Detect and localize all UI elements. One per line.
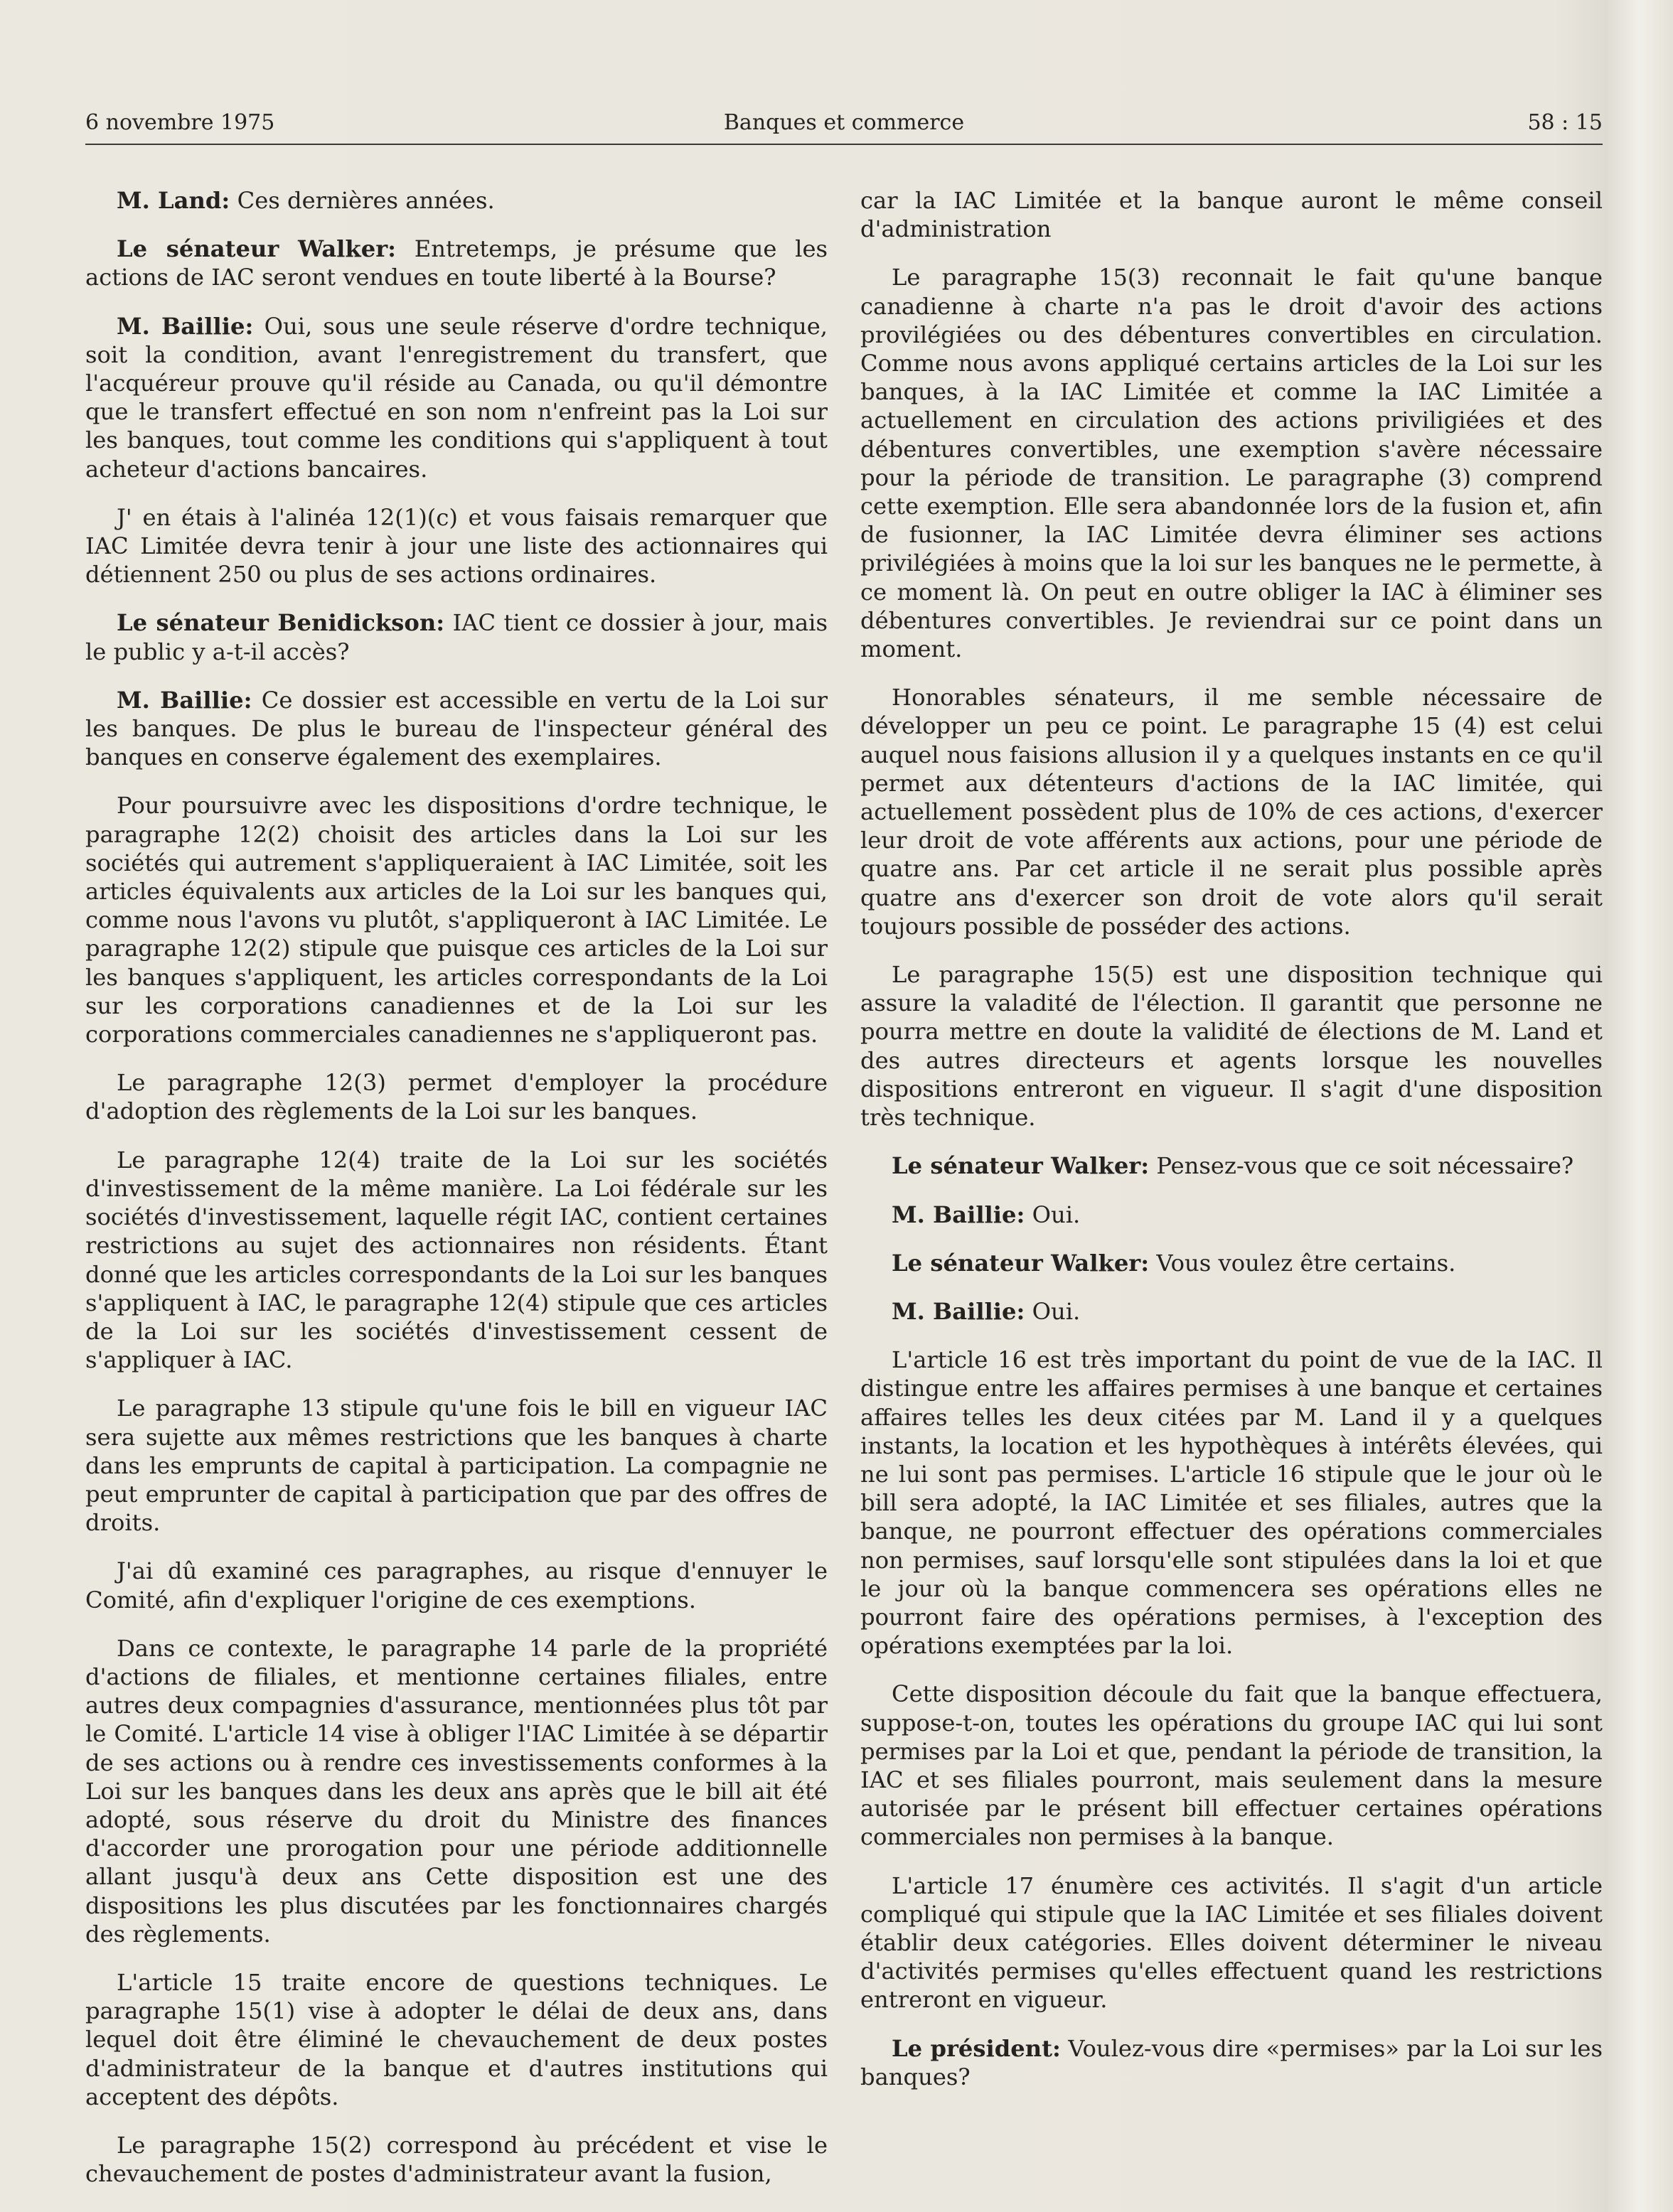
paragraph bbox=[860, 1249, 1603, 1277]
speaker-name: M. Baillie: bbox=[117, 686, 252, 714]
paragraph-text: Le paragraphe 13 stipule qu'une fois le bill en vigueur IAC sera sujette aux mêmes restrictions que les banques à charte dans les emprunts de capital à participation. La compagnie ne peut emprunter de capital à participation que par des offres de droits. bbox=[85, 1395, 828, 1537]
paragraph-text: Entretemps, je présume que les actions de IAC seront vendues en toute liberté à la Bourse? bbox=[85, 235, 828, 291]
paragraph bbox=[85, 1146, 828, 1375]
speaker-name: M. Land: bbox=[117, 187, 230, 214]
paragraph bbox=[85, 686, 828, 772]
paragraph-text: Le paragraphe 15(5) est une disposition technique qui assure la valadité de l'élection. Il garantit que personne ne pourra mettre en doute la validité de élections de M. Land et des autres directeurs et agents lorsque les nouvelles dispositions entreront en vigueur. Il s'agit d'une disposition très technique. bbox=[860, 961, 1603, 1132]
paragraph bbox=[860, 1346, 1603, 1660]
paragraph-text: Pour poursuivre avec les dispositions d'ordre technique, le paragraphe 12(2) choisit des articles dans la Loi sur les sociétés qui autrement s'appliqueraient à IAC Limitée, soit les articles équivalents aux articles de la Loi sur les banques qui, comme nous l'avons vu plutôt, s'appliqueront à IAC Limitée. Le paragraphe 12(2) stipule que puisque ces articles de la Loi sur les banques s'appliquent, les articles correspondants de la Loi sur les corporations canadiennes et de la Loi sur les corporations commerciales canadiennes ne s'appliqueront pas. bbox=[85, 792, 828, 1048]
paragraph-text: J' en étais à l'alinéa 12(1)(c) et vous faisais remarquer que IAC Limitée devra tenir à jour une liste des actionnaires qui détiennent 250 ou plus de ses actions ordinaires. bbox=[85, 503, 828, 589]
paragraph-text: Le paragraphe 12(4) traite de la Loi sur les sociétés d'investissement de la même manière. La Loi fédérale sur les sociétés d'investissement, laquelle régit IAC, contient certaines restrictions au sujet des actionnaires non résidents. Étant donné que les articles correspondants de la Loi sur les banques s'appliquent à IAC, le paragraphe 12(4) stipule que ces articles de la Loi sur les sociétés d'investissement cessent de s'appliquer à IAC. bbox=[85, 1146, 828, 1374]
paragraph bbox=[85, 608, 828, 665]
paragraph bbox=[860, 263, 1603, 663]
paragraph-text: IAC tient ce dossier à jour, mais le public y a-t-il accès? bbox=[85, 609, 828, 665]
paragraph bbox=[860, 1201, 1603, 1229]
paragraph-text: Cette disposition découle du fait que la banque effectuera, suppose-t-on, toutes les opérations du groupe IAC qui lui sont permises par la Loi et que, pendant la période de transition, la IAC et ses filiales pourront, mais seulement dans la mesure autorisée par le présent bill effectuer certaines opérations commerciales non permises à la banque. bbox=[860, 1680, 1603, 1851]
paragraph bbox=[860, 1680, 1603, 1851]
speaker-name: M. Baillie: bbox=[117, 312, 254, 340]
paragraph-text: Vous voulez être certains. bbox=[1156, 1249, 1456, 1277]
header-page-number: 58 : 15 bbox=[1527, 110, 1603, 135]
paragraph-text: L'article 15 traite encore de questions techniques. Le paragraphe 15(1) vise à adopter le délai de deux ans, dans lequel doit être éliminé le chevauchement de deux postes d'administrateur de la banque et d'autres institutions qui acceptent des dépôts. bbox=[85, 1968, 828, 2110]
paragraph bbox=[85, 791, 828, 1048]
paragraph bbox=[860, 960, 1603, 1132]
running-header bbox=[85, 105, 1603, 141]
paragraph bbox=[860, 683, 1603, 940]
header-date: 6 novembre 1975 bbox=[85, 110, 275, 135]
paragraph-text: Ce dossier est accessible en vertu de la Loi sur les banques. De plus le bureau de l'inspecteur général des banques en conserve également des exemplaires. bbox=[85, 686, 828, 771]
paragraph-text: Dans ce contexte, le paragraphe 14 parle de la propriété d'actions de filiales, et mentionne certaines filiales, entre autres deux compagnies d'assurance, mentionnées plus tôt par le Comité. L'article 14 vise à obliger l'IAC Limitée à se départir de ses actions ou à rendre ces investissements conformes à la Loi sur les banques dans les deux ans après que le bill ait été adopté, sous réserve du droit du Ministre des finances d'accorder une prorogation pour une période additionnelle allant jusqu'à deux ans Cette disposition est une des dispositions les plus discutées par les fonctionnaires chargés des règlements. bbox=[85, 1634, 828, 1948]
paragraph bbox=[860, 2034, 1603, 2091]
paragraph bbox=[860, 1872, 1603, 2014]
paragraph bbox=[85, 1634, 828, 1948]
speaker-name: Le président: bbox=[892, 2034, 1061, 2062]
paragraph-text: Voulez-vous dire «permises» par la Loi sur les banques? bbox=[860, 2034, 1603, 2090]
paragraph-text: J'ai dû examiné ces paragraphes, au risque d'ennuyer le Comité, afin d'expliquer l'origine de ces exemptions. bbox=[85, 1557, 828, 1614]
right-column bbox=[860, 186, 1603, 2111]
speaker-name: M. Baillie: bbox=[892, 1201, 1025, 1228]
paragraph bbox=[85, 1068, 828, 1125]
paragraph-text: L'article 17 énumère ces activités. Il s'agit d'un article compliqué qui stipule que la IAC Limitée et ses filiales doivent établir deux catégories. Elles doivent déterminer le niveau d'activités permises qu'elles effectuent quand les restrictions entreront en vigueur. bbox=[860, 1872, 1603, 2014]
paragraph bbox=[85, 2131, 828, 2188]
paragraph-text: Ces dernières années. bbox=[237, 187, 495, 214]
paragraph-text: Oui, sous une seule réserve d'ordre technique, soit la condition, avant l'enregistrement du transfert, que l'acquéreur prouve qu'il réside au Canada, ou qu'il démontre que le transfert effectué en son nom n'enfreint pas la Loi sur les banques, tout comme les conditions qui s'appliquent à tout acheteur d'actions bancaires. bbox=[85, 312, 828, 483]
paragraph bbox=[85, 1394, 828, 1537]
paragraph bbox=[85, 186, 828, 215]
paragraph-text: Le paragraphe 15(3) reconnait le fait qu'une banque canadienne à charte n'a pas le droit d'avoir des actions provilégiées ou des débentures convertibles en circulation. Comme nous avons appliqué certains articles de la Loi sur les banques, à la IAC Limitée et comme la IAC Limitée a actuellement en circulation des actions priviligiées et des débentures convertibles, une exemption s'avère nécessaire pour la période de transition. Le paragraphe (3) comprend cette exemption. Elle sera abandonnée lors de la fusion et, afin de fusionner, la IAC Limitée devra éliminer ses actions privilégiées à moins que la loi sur les banques ne le permette, à ce moment là. On peut en outre obliger la IAC à éliminer ses débentures convertibles. Je reviendrai sur ce point dans un moment. bbox=[860, 264, 1603, 663]
paragraph bbox=[85, 235, 828, 291]
paragraph bbox=[860, 186, 1603, 243]
left-column bbox=[85, 186, 828, 2208]
paragraph-text: car la IAC Limitée et la banque auront le même conseil d'administration bbox=[860, 187, 1603, 243]
speaker-name: Le sénateur Walker: bbox=[892, 1249, 1150, 1277]
paragraph-text: Le paragraphe 15(2) correspond àu précédent et vise le chevauchement de postes d'administrateur avant la fusion, bbox=[85, 2131, 828, 2188]
paragraph bbox=[85, 312, 828, 483]
header-rule bbox=[85, 144, 1603, 145]
paragraph bbox=[85, 1968, 828, 2111]
speaker-name: Le sénateur Walker: bbox=[892, 1152, 1150, 1180]
paragraph bbox=[860, 1297, 1603, 1326]
paragraph-text: Oui. bbox=[1032, 1297, 1081, 1325]
speaker-name: Le sénateur Benidickson: bbox=[117, 609, 445, 637]
paragraph-text: Oui. bbox=[1032, 1201, 1081, 1228]
paragraph-text: Honorables sénateurs, il me semble nécessaire de développer un peu ce point. Le paragraphe 15 (4) est celui auquel nous faisions allusion il y a quelques instants en ce qu'il permet aux détenteurs d'actions de la IAC limitée, qui actuellement possèdent plus de 10% de ces actions, d'exercer leur droit de vote afférents aux actions, pour une période de quatre ans. Par cet article il ne serait plus possible après quatre ans d'exercer son droit de vote alors qu'il serait toujours possible de posséder des actions. bbox=[860, 684, 1603, 940]
speaker-name: Le sénateur Walker: bbox=[117, 235, 397, 263]
speaker-name: M. Baillie: bbox=[892, 1297, 1025, 1325]
header-title: Banques et commerce bbox=[723, 110, 965, 135]
paragraph bbox=[860, 1151, 1603, 1180]
paragraph-text: Pensez-vous que ce soit nécessaire? bbox=[1156, 1152, 1574, 1180]
paragraph-text: Le paragraphe 12(3) permet d'employer la procédure d'adoption des règlements de la Loi sur les banques. bbox=[85, 1069, 828, 1125]
paragraph bbox=[85, 1557, 828, 1614]
paragraph-text: L'article 16 est très important du point de vue de la IAC. Il distingue entre les affaires permises à une banque et certaines affaires telles les deux citées par M. Land il y a quelques instants, la location et les hypothèques à intérêts élevées, qui ne lui sont pas permises. L'article 16 stipule que le jour où le bill sera adopté, la IAC Limitée et ses filiales, autres que la banque, ne pourront effectuer des opérations commerciales non permises, sauf lorsqu'elle sont stipulées dans la loi et que le jour où la banque commencera ses opérations elles ne pourront faire des opérations permises, à l'exception des opérations exemptées par la loi. bbox=[860, 1346, 1603, 1660]
paragraph bbox=[85, 503, 828, 589]
